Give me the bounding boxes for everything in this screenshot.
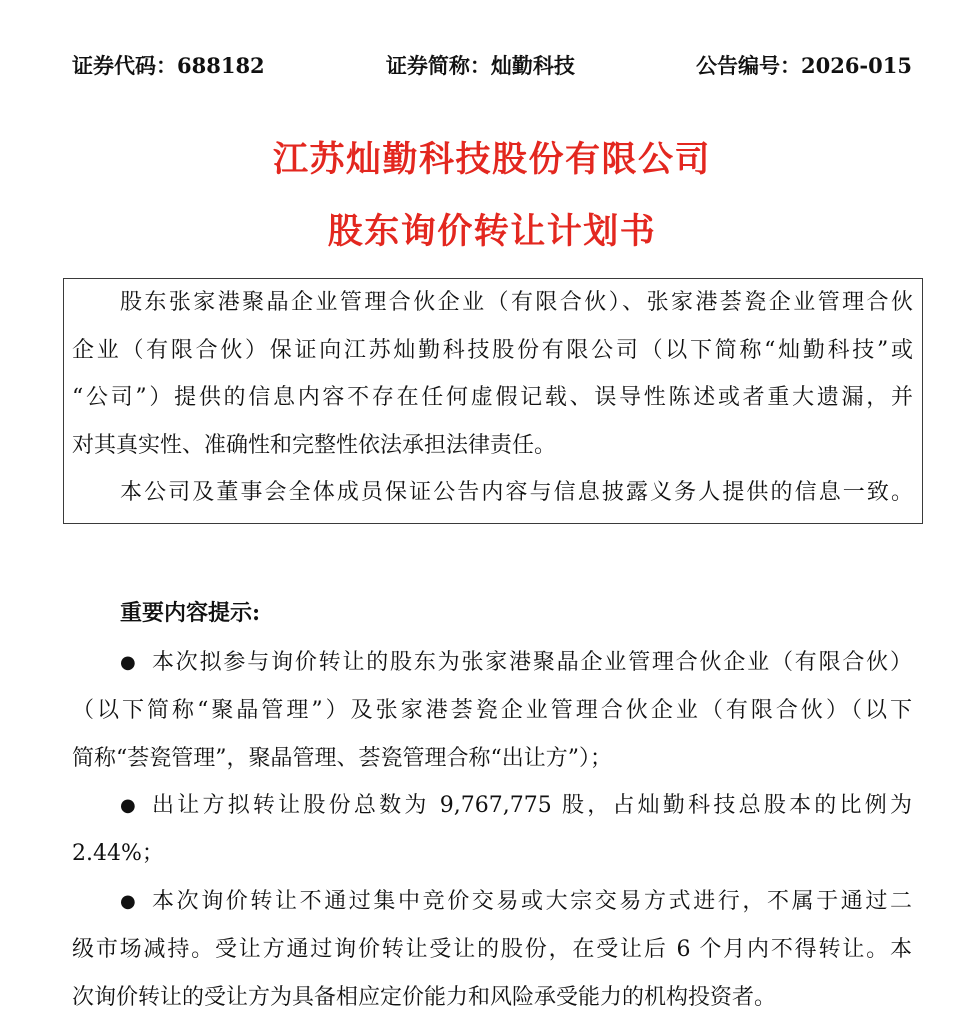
statement-line: 对其真实性、准确性和完整性依法承担法律责任。 [72,432,557,458]
list-item-text: 本次拟参与询价转让的股东为张家港聚晶企业管理合伙企业（有限合伙） [152,650,912,675]
list-item-line: 次询价转让的受让方为具备相应定价能力和风险承受能力的机构投资者。 [72,984,777,1010]
list-item-line [72,782,912,830]
list-item-line: （以下简称“聚晶管理”）及张家港荟瓷企业管理合伙企业（有限合伙）（以下 [72,697,912,723]
list-item-text: 出让方拟转让股份总数为 9,767,775 股，占灿勤科技总股本的比例为 [152,793,912,819]
notice-number: 公告编号：2026-015 [695,53,912,78]
list-item-line: 简称“荟瓷管理”，聚晶管理、荟瓷管理合称“出让方”）； [72,745,612,771]
document-header [72,51,912,81]
list-item-line: 级市场减持。受让方通过询价转让受让的股份，在受让后 6 个月内不得转让。本 [72,936,912,962]
company-title: 江苏灿勤科技股份有限公司 [272,139,711,180]
statement-line: “公司”）提供的信息内容不存在任何虚假记载、误导性陈述或者重大遗漏，并 [72,385,913,410]
statement-line: 本公司及董事会全体成员保证公告内容与信息披露义务人提供的信息一致。 [120,480,913,505]
highlights-list [72,639,912,1021]
stock-code: 证券代码：688182 [72,53,265,78]
responsibility-statement-box [63,278,923,524]
statement-line: 企业（有限合伙）保证向江苏灿勤科技股份有限公司（以下简称“灿勤科技”或 [72,337,913,363]
list-item-line: 2.44%； [72,841,164,867]
highlights-heading: 重要内容提示: [120,600,261,626]
list-item-text: 本次询价转让不通过集中竞价交易或大宗交易方式进行，不属于通过二 [152,888,912,914]
document-title: 股东询价转让计划书 [327,211,657,252]
statement-line: 股东张家港聚晶企业管理合伙企业（有限合伙）、张家港荟瓷企业管理合伙 [120,290,913,315]
stock-name: 证券简称：灿勤科技 [385,53,575,78]
list-item-line [72,639,912,687]
list-item-line [72,878,912,926]
bullet-icon: ● [120,890,136,912]
bullet-icon: ● [120,652,136,673]
bullet-icon: ● [120,795,136,817]
